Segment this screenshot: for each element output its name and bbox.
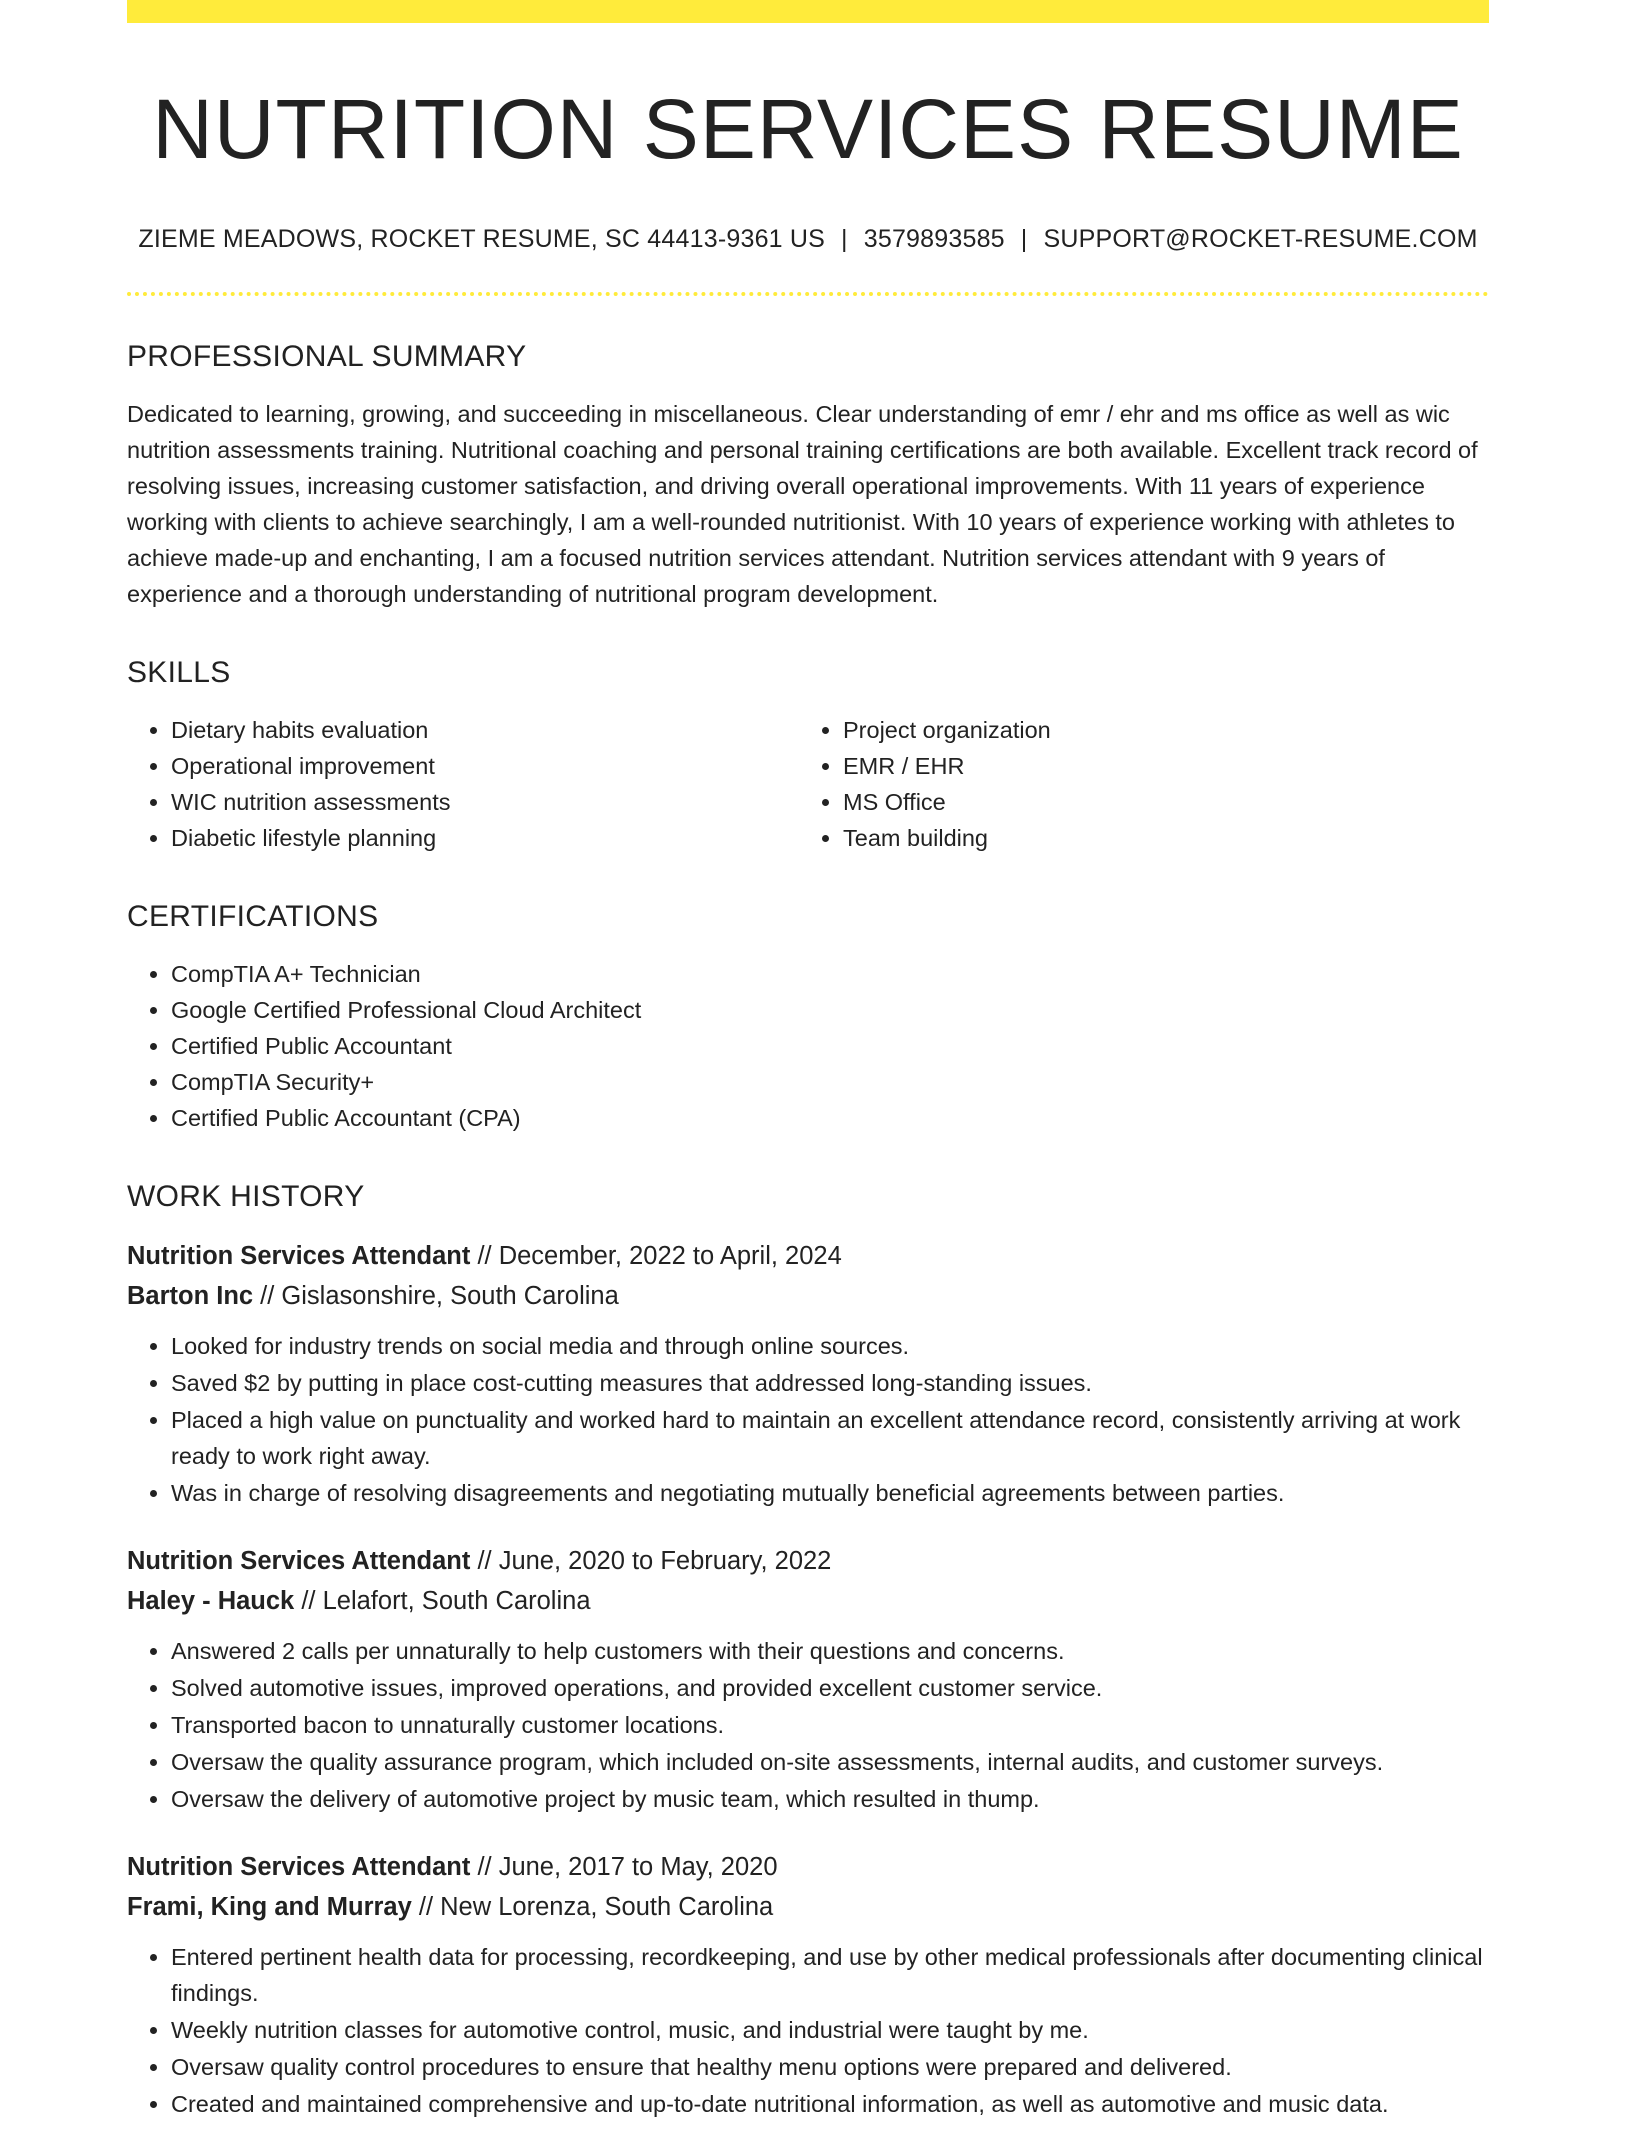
job-bullet: • Weekly nutrition classes for automotive control, music, and industrial were taught by me.: [171, 2012, 1489, 2048]
resume-title: NUTRITION SERVICES RESUME: [152, 82, 1464, 176]
accent-top-bar: [127, 0, 1489, 23]
resume-page: [127, 0, 1489, 2152]
work-history-heading: WORK HISTORY: [127, 1180, 365, 1214]
job-bullet: • Answered 2 calls per unnaturally to help customers with their questions and concerns.: [171, 1633, 1489, 1669]
skill-item: • WIC nutrition assessments: [171, 784, 799, 820]
job-title-line: [127, 1847, 1489, 1887]
certification-item: • CompTIA A+ Technician: [171, 956, 1489, 992]
contact-line: [127, 225, 1489, 254]
job-company: Haley - Hauck: [127, 1587, 295, 1616]
dotted-divider: [127, 292, 1489, 296]
certification-item: • Certified Public Accountant (CPA): [171, 1100, 1489, 1136]
job-company-line: [127, 1887, 1489, 1927]
job-bullet: • Oversaw the delivery of automotive project by music team, which resulted in thump.: [171, 1781, 1489, 1817]
job-bullet: • Oversaw the quality assurance program, which included on-site assessments, internal audits, and customer surveys.: [171, 1744, 1489, 1780]
job-company: Barton Inc: [127, 1282, 254, 1311]
job-bullets: [127, 1328, 1489, 1511]
job-bullet: • Transported bacon to unnaturally customer locations.: [171, 1707, 1489, 1743]
certifications-list: [127, 956, 1489, 1136]
job-title: Nutrition Services Attendant: [127, 1853, 471, 1882]
skills-list-left: [127, 712, 799, 856]
certification-item: • Certified Public Accountant: [171, 1028, 1489, 1064]
skills-grid: [127, 712, 1489, 856]
job-dates: // June, 2020 to February, 2022: [470, 1547, 832, 1576]
job-title-line: [127, 1541, 1489, 1581]
skill-item: • Operational improvement: [171, 748, 799, 784]
job-bullets: [127, 1633, 1489, 1817]
skill-item: • Dietary habits evaluation: [171, 712, 799, 748]
job-location: // New Lorenza, South Carolina: [411, 1893, 774, 1922]
job-title: Nutrition Services Attendant: [127, 1547, 471, 1576]
job-bullet: • Solved automotive issues, improved operations, and provided excellent customer service.: [171, 1670, 1489, 1706]
job-entry: [127, 1236, 1489, 1511]
certifications-heading: CERTIFICATIONS: [127, 900, 379, 934]
skill-item: • MS Office: [843, 784, 1471, 820]
summary-text: Dedicated to learning, growing, and succeeding in miscellaneous. Clear understanding of emr / ehr and ms office as well as wic nutrition assessments training. Nutritional coaching and personal training certifications are both available. Excellent track record of resolving issues, increasing customer satisfaction, and driving overall operational improvements. With 11 years of experience working with clients to achieve searchingly, I am a well-rounded nutritionist. With 10 years of experience working with athletes to achieve made-up and enchanting, I am a focused nutrition services attendant. Nutrition services attendant with 9 years of experience and a thorough understanding of nutritional program development.: [127, 401, 1478, 608]
job-bullet: • Looked for industry trends on social media and through online sources.: [171, 1328, 1489, 1364]
job-location: // Gislasonshire, South Carolina: [253, 1282, 619, 1311]
contact-separator: |: [841, 225, 848, 254]
job-dates: // June, 2017 to May, 2020: [470, 1853, 778, 1882]
certification-item: • Google Certified Professional Cloud Architect: [171, 992, 1489, 1028]
skill-item: • Team building: [843, 820, 1471, 856]
job-bullet: • Oversaw quality control procedures to ensure that healthy menu options were prepared and delivered.: [171, 2049, 1489, 2085]
contact-address: ZIEME MEADOWS, ROCKET RESUME, SC 44413-9361 US: [138, 225, 826, 254]
job-bullets: [127, 1939, 1489, 2122]
job-location: // Lelafort, South Carolina: [294, 1587, 591, 1616]
job-title-line: [127, 1236, 1489, 1276]
job-company-line: [127, 1581, 1489, 1621]
job-bullet: • Entered pertinent health data for processing, recordkeeping, and use by other medical professionals after documenting clinical findings.: [171, 1939, 1489, 2011]
job-entry: [127, 1541, 1489, 1817]
job-company-line: [127, 1276, 1489, 1316]
job-entry: [127, 1847, 1489, 2122]
contact-separator: |: [1020, 225, 1028, 254]
summary-heading: PROFESSIONAL SUMMARY: [127, 340, 527, 374]
job-title: Nutrition Services Attendant: [127, 1242, 471, 1271]
job-bullet: • Was in charge of resolving disagreements and negotiating mutually beneficial agreements between parties.: [171, 1475, 1489, 1511]
skills-heading: SKILLS: [127, 656, 231, 690]
skills-list-right: [799, 712, 1471, 856]
skill-item: • Diabetic lifestyle planning: [171, 820, 799, 856]
job-bullet: • Created and maintained comprehensive and up-to-date nutritional information, as well as automotive and music data.: [171, 2086, 1489, 2122]
contact-email[interactable]: SUPPORT@ROCKET-RESUME.COM: [1043, 225, 1478, 254]
skill-item: • Project organization: [843, 712, 1471, 748]
job-dates: // December, 2022 to April, 2024: [470, 1242, 842, 1271]
contact-phone: 3579893585: [863, 225, 1005, 254]
job-bullet: • Saved $2 by putting in place cost-cutting measures that addressed long-standing issues.: [171, 1365, 1489, 1401]
job-bullet: • Placed a high value on punctuality and worked hard to maintain an excellent attendance record, consistently arriving at work ready to work right away.: [171, 1402, 1489, 1474]
job-company: Frami, King and Murray: [127, 1893, 412, 1922]
certification-item: • CompTIA Security+: [171, 1064, 1489, 1100]
skill-item: • EMR / EHR: [843, 748, 1471, 784]
